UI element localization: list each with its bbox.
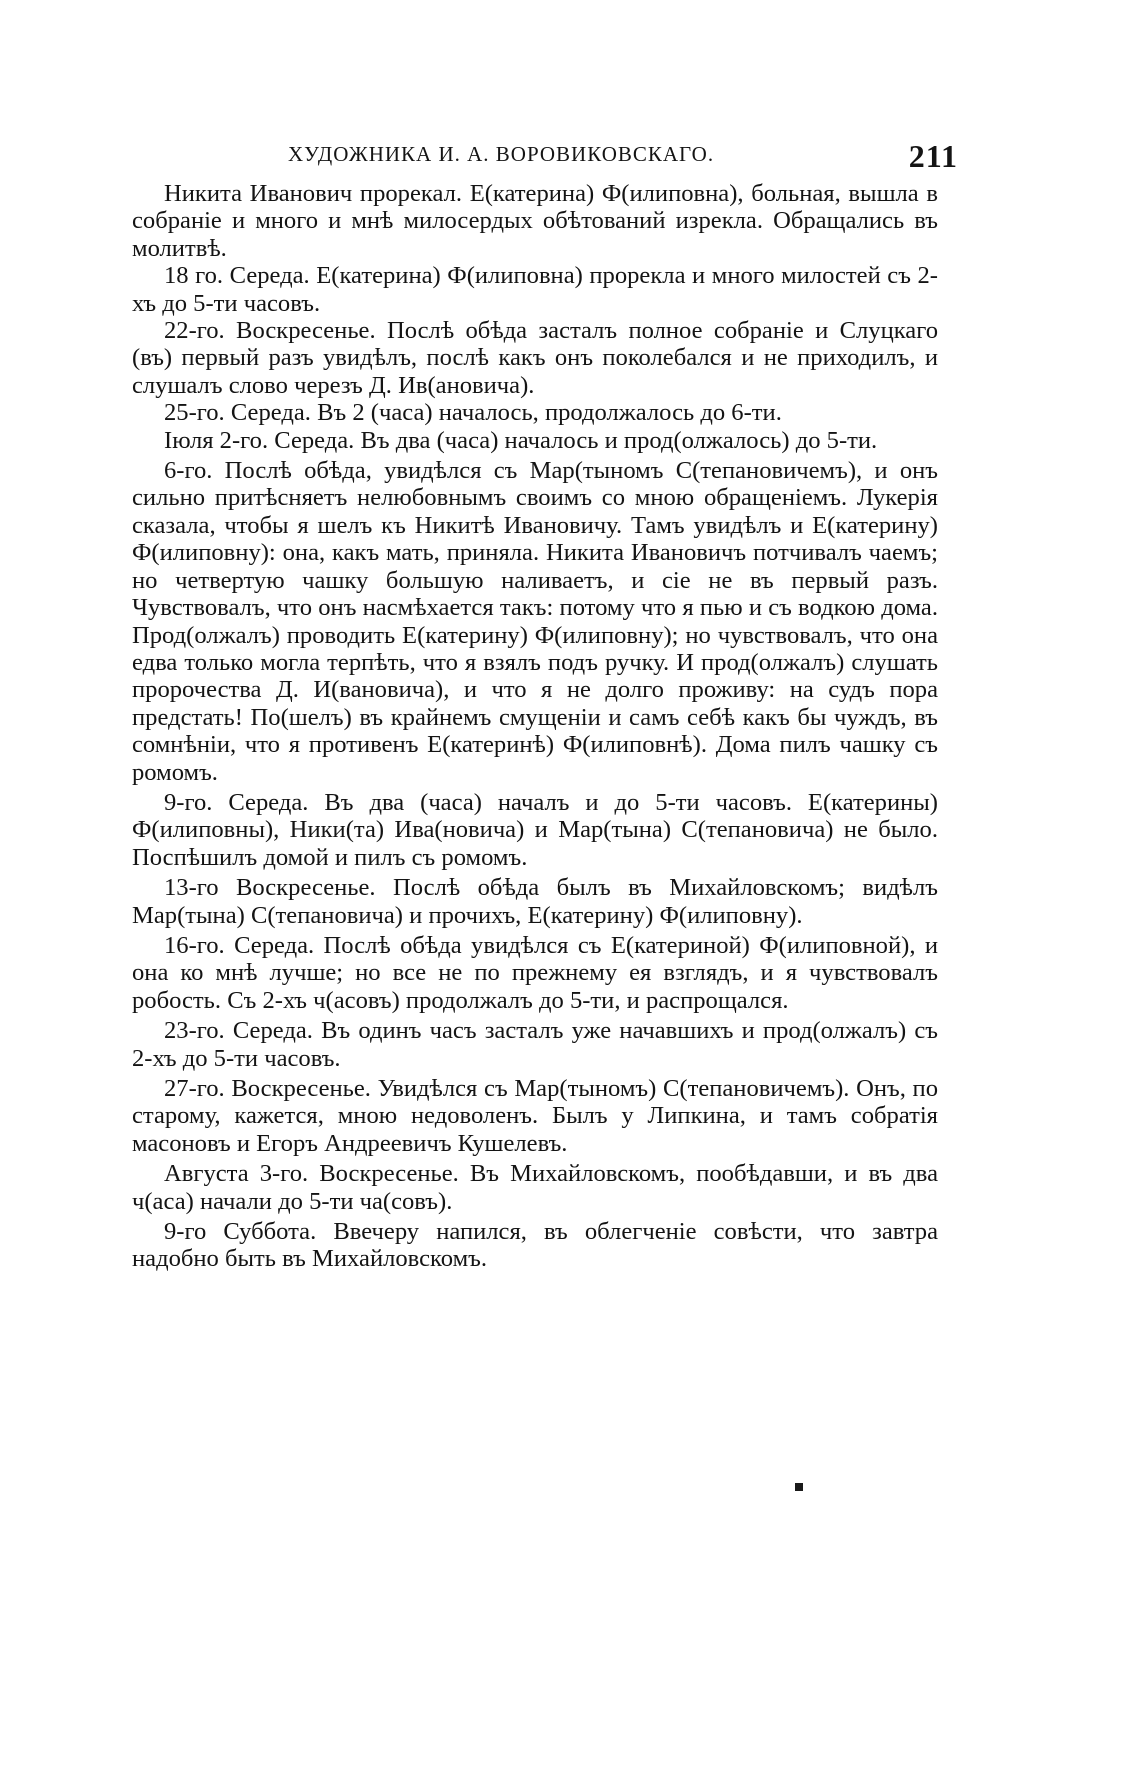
paragraph: 23-го. Середа. Въ одинъ часъ засталъ уже начавшихъ и прод(олжалъ) съ 2-хъ до 5-ти часовъ. [132,1017,938,1072]
paragraph: 9-го. Середа. Въ два (часа) началъ и до 5-ти часовъ. Е(катерины) Ф(илиповны), Ники(та) Ива(новича) и Мар(тына) С(тепановича) не было. Поспѣшилъ домой и пилъ съ ромомъ. [132,788,938,871]
paragraph: 6-го. Послѣ обѣда, увидѣлся съ Мар(тыномъ С(тепановичемъ), и онъ сильно притѣсняетъ нелюбовнымъ своимъ со мною обращеніемъ. Лукерія сказала, чтобы я шелъ къ Никитѣ Ивановичу. Тамъ увидѣлъ и Е(катерину) Ф(илиповну): она, какъ мать, приняла. Никита Ивановичъ потчивалъ чаемъ; но четвертую чашку большую наливаетъ, и сіе не въ первый разъ. Чувствовалъ, что онъ насмѣхается такъ: потому что я пью и съ водкою дома. Прод(олжалъ) проводить Е(катерину) Ф(илиповну); но чувствовалъ, что она едва только могла терпѣть, что я взялъ подъ ручку. И прод(олжалъ) слушать пророчества Д. И(вановича), и что я не долго проживу: на судъ пора предстать! По(шелъ) въ крайнемъ смущеніи и самъ себѣ какъ бы чуждъ, въ сомнѣніи, что я противенъ Е(катеринѣ) Ф(илиповнѣ). Дома пилъ чашку съ ромомъ. [132,457,938,786]
paragraph: Іюля 2-го. Середа. Въ два (часа) началось и прод(олжалось) до 5-ти. [164,426,878,454]
paragraph: 9-го Суббота. Ввечеру напился, въ облегченіе совѣсти, что завтра надобно быть въ Михайловскомъ. [132,1218,938,1273]
paragraph: 22-го. Воскресенье. Послѣ обѣда засталъ полное собраніе и Слуцкаго (въ) первый разъ увидѣлъ, послѣ какъ онъ поколебался и не приходилъ, и слушалъ слово черезъ Д. Ив(ановича). [132,317,938,399]
page-header [288,138,958,178]
paragraph: 13-го Воскресенье. Послѣ обѣда былъ въ Михайловскомъ; видѣлъ Мар(тына) С(тепановича) и прочихъ, Е(катерину) Ф(илиповну). [132,874,938,929]
paragraph: 25-го. Середа. Въ 2 (часа) началось, продолжалось до 6-ти. [164,399,782,427]
paragraph: 16-го. Середа. Послѣ обѣда увидѣлся съ Е(катериной) Ф(илиповной), и она ко мнѣ лучше; но все не по прежнему ея взглядъ, и я чувствовалъ робость. Съ 2-хъ ч(асовъ) продолжалъ до 5-ти, и распрощался. [132,931,938,1014]
body-text [132,180,938,1273]
paragraph: Никита Иванович прорекал. Е(катерина) Ф(илиповна), больная, вышла в собраніе и много и мнѣ милосердых обѣтований изрекла. Обращались въ молитвѣ. [132,180,938,262]
ink-speck [795,1483,803,1491]
paragraph: 27-го. Воскресенье. Увидѣлся съ Мар(тыномъ) С(тепановичемъ). Онъ, по старому, кажется, мною недоволенъ. Былъ у Липкина, и тамъ собратія масоновъ и Егоръ Андреевичъ Кушелевъ. [132,1075,938,1157]
paragraph: 18 го. Середа. Е(катерина) Ф(илиповна) прорекла и много милостей съ 2-хъ до 5-ти часовъ. [132,262,938,317]
paragraph: Августа 3-го. Воскресенье. Въ Михайловскомъ, пообѣдавши, и въ два ч(аса) начали до 5-ти ча(совъ). [132,1160,938,1215]
page-number: 211 [908,138,958,174]
running-title: ХУДОЖНИКА И. А. ВОРОВИКОВСКАГО. [288,142,715,166]
